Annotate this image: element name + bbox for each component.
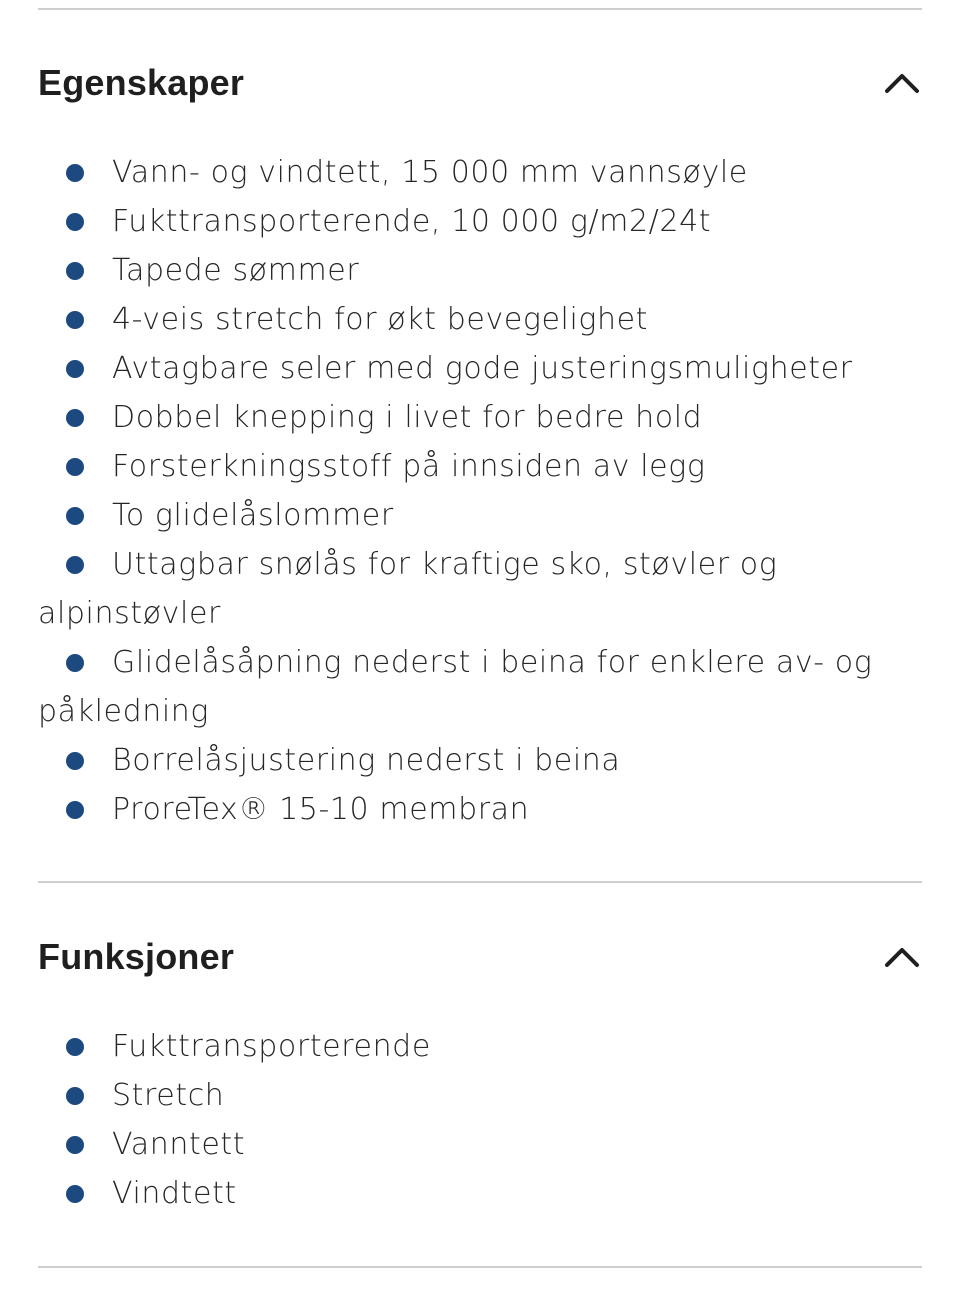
funksjoner-list bbox=[38, 1022, 922, 1218]
list-item: To glidelåslommer bbox=[38, 491, 922, 540]
bullet-icon bbox=[66, 1038, 84, 1056]
list-item: Vanntett bbox=[38, 1120, 922, 1169]
list-item: Fukttransporterende bbox=[38, 1022, 922, 1071]
list-item: Forsterkningsstoff på innsiden av legg bbox=[38, 442, 922, 491]
list-item: Stretch bbox=[38, 1071, 922, 1120]
bullet-icon bbox=[66, 409, 84, 427]
list-item: Fukttransporterende, 10 000 g/m2/24t bbox=[38, 197, 922, 246]
list-item: Borrelåsjustering nederst i beina bbox=[38, 736, 922, 785]
bullet-icon bbox=[66, 1087, 84, 1105]
list-item: Tapede sømmer bbox=[38, 246, 922, 295]
bullet-icon bbox=[66, 311, 84, 329]
bullet-icon bbox=[66, 213, 84, 231]
list-item: Uttagbar snølås for kraftige sko, støvler og alpinstøvler bbox=[38, 547, 778, 631]
list-item: Avtagbare seler med gode justeringsmuligheter bbox=[38, 344, 922, 393]
list-item: Glidelåsåpning nederst i beina for enklere av- og påkledning bbox=[38, 645, 873, 729]
egenskaper-list bbox=[38, 148, 922, 834]
list-item: ProreTex® 15-10 membran bbox=[38, 785, 922, 834]
bullet-icon bbox=[66, 164, 84, 182]
list-item: Vann- og vindtett, 15 000 mm vannsøyle bbox=[38, 148, 922, 197]
bullet-icon bbox=[66, 1136, 84, 1154]
chevron-up-icon[interactable] bbox=[882, 937, 922, 977]
bullet-icon bbox=[66, 1185, 84, 1203]
bullet-icon bbox=[66, 458, 84, 476]
section-title: Egenskaper bbox=[38, 62, 245, 103]
bullet-icon bbox=[66, 801, 84, 819]
list-item: 4-veis stretch for økt bevegelighet bbox=[38, 295, 922, 344]
accordion-header-egenskaper[interactable] bbox=[38, 53, 922, 113]
accordion-header-funksjoner[interactable] bbox=[38, 927, 922, 987]
list-item: Vindtett bbox=[38, 1169, 922, 1218]
divider bbox=[38, 881, 922, 883]
divider-top bbox=[38, 8, 922, 10]
bullet-icon bbox=[66, 752, 84, 770]
bullet-icon bbox=[66, 360, 84, 378]
bullet-icon bbox=[66, 556, 84, 574]
chevron-up-icon[interactable] bbox=[882, 63, 922, 103]
bullet-icon bbox=[66, 507, 84, 525]
bullet-icon bbox=[66, 654, 84, 672]
list-item: Dobbel knepping i livet for bedre hold bbox=[38, 393, 922, 442]
divider-bottom bbox=[38, 1266, 922, 1268]
section-title: Funksjoner bbox=[38, 936, 235, 977]
bullet-icon bbox=[66, 262, 84, 280]
